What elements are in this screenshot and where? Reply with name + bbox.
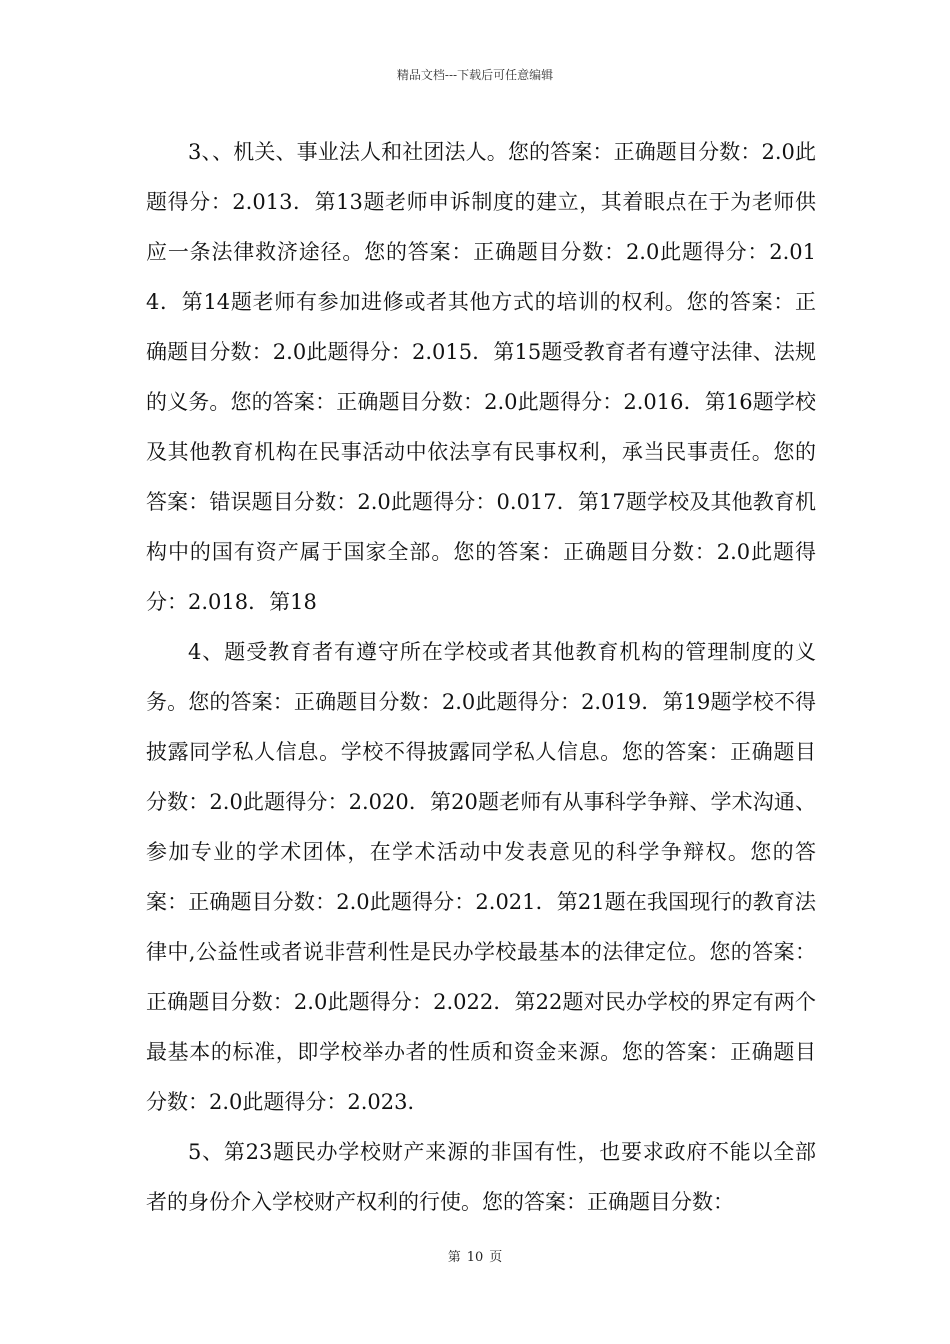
document-body	[146, 127, 816, 1227]
paragraph-3: 3、、机关、事业法人和社团法人。您的答案：正确题目分数：2.0此题得分：2.013．第13题老师申诉制度的建立，其着眼点在于为老师供应一条法律救济途径。您的答案：正确题目分数：2.0此题得分：2.014．第14题老师有参加进修或者其他方式的培训的权利。您的答案：正确题目分数：2.0此题得分：2.015．第15题受教育者有遵守法律、法规的义务。您的答案：正确题目分数：2.0此题得分：2.016．第16题学校及其他教育机构在民事活动中依法享有民事权利，承当民事责任。您的答案：错误题目分数：2.0此题得分：0.017．第17题学校及其他教育机构中的国有资产属于国家全部。您的答案：正确题目分数：2.0此题得分：2.018．第18	[146, 140, 816, 614]
page-number: 10	[466, 1250, 484, 1265]
paragraph-5: 5、第23题民办学校财产来源的非国有性，也要求政府不能以全部者的身份介入学校财产权利的行使。您的答案：正确题目分数：	[146, 1140, 816, 1214]
page-number-prefix: 第	[447, 1250, 461, 1265]
page-footer	[0, 1249, 950, 1267]
page-number-suffix: 页	[489, 1250, 503, 1265]
page-header: 精品文档---下载后可任意编辑	[396, 68, 554, 82]
paragraph-4: 4、题受教育者有遵守所在学校或者其他教育机构的管理制度的义务。您的答案：正确题目分数：2.0此题得分：2.019．第19题学校不得披露同学私人信息。学校不得披露同学私人信息。您的答案：正确题目分数：2.0此题得分：2.020．第20题老师有从事科学争辩、学术沟通、参加专业的学术团体，在学术活动中发表意见的科学争辩权。您的答案：正确题目分数：2.0此题得分：2.021．第21题在我国现行的教育法律中,公益性或者说非营利性是民办学校最基本的法律定位。您的答案：正确题目分数：2.0此题得分：2.022．第22题对民办学校的界定有两个最基本的标准，即学校举办者的性质和资金来源。您的答案：正确题目分数：2.0此题得分：2.023．	[146, 640, 816, 1114]
